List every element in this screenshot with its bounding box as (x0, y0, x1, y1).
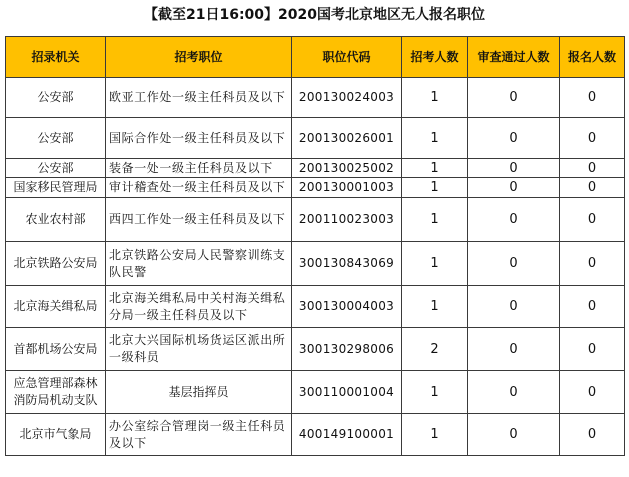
cell-approved: 0 (468, 78, 560, 118)
cell-recruit: 1 (402, 118, 468, 159)
cell-applied: 0 (560, 242, 625, 286)
cell-recruit: 1 (402, 242, 468, 286)
cell-agency: 北京海关缉私局 (6, 286, 106, 328)
cell-code: 300130298006 (292, 328, 402, 371)
cell-position: 北京铁路公安局人民警察训练支队民警 (106, 242, 292, 286)
table-row (6, 159, 625, 178)
cell-agency: 公安部 (6, 118, 106, 159)
cell-code: 200130024003 (292, 78, 402, 118)
cell-code: 300130843069 (292, 242, 402, 286)
table-row (6, 286, 625, 328)
table-header-row (6, 37, 625, 78)
cell-approved: 0 (468, 371, 560, 414)
table-row (6, 178, 625, 198)
cell-agency: 首都机场公安局 (6, 328, 106, 371)
cell-position: 装备一处一级主任科员及以下 (106, 159, 292, 178)
table-row (6, 78, 625, 118)
header-position: 招考职位 (106, 37, 292, 78)
cell-recruit: 1 (402, 159, 468, 178)
cell-approved: 0 (468, 198, 560, 242)
cell-agency: 应急管理部森林消防局机动支队 (6, 371, 106, 414)
header-agency: 招录机关 (6, 37, 106, 78)
cell-code: 400149100001 (292, 414, 402, 456)
cell-position: 办公室综合管理岗一级主任科员及以下 (106, 414, 292, 456)
cell-applied: 0 (560, 198, 625, 242)
cell-recruit: 1 (402, 371, 468, 414)
cell-agency: 公安部 (6, 78, 106, 118)
cell-code: 200130025002 (292, 159, 402, 178)
page-title: 【截至21日16:00】2020国考北京地区无人报名职位 (143, 7, 485, 23)
header-code: 职位代码 (292, 37, 402, 78)
cell-position: 审计稽查处一级主任科员及以下 (106, 178, 292, 198)
cell-approved: 0 (468, 286, 560, 328)
cell-recruit: 1 (402, 286, 468, 328)
cell-applied: 0 (560, 78, 625, 118)
cell-applied: 0 (560, 328, 625, 371)
cell-code: 200110023003 (292, 198, 402, 242)
table-row (6, 328, 625, 371)
table-row (6, 414, 625, 456)
header-recruit-count: 招考人数 (402, 37, 468, 78)
cell-approved: 0 (468, 178, 560, 198)
positions-table (5, 36, 625, 456)
table-row (6, 198, 625, 242)
cell-approved: 0 (468, 242, 560, 286)
cell-applied: 0 (560, 178, 625, 198)
cell-applied: 0 (560, 159, 625, 178)
cell-position: 国际合作处一级主任科员及以下 (106, 118, 292, 159)
cell-recruit: 1 (402, 78, 468, 118)
cell-agency: 北京铁路公安局 (6, 242, 106, 286)
cell-approved: 0 (468, 118, 560, 159)
cell-applied: 0 (560, 118, 625, 159)
cell-approved: 0 (468, 328, 560, 371)
cell-code: 200130001003 (292, 178, 402, 198)
cell-position: 欧亚工作处一级主任科员及以下 (106, 78, 292, 118)
header-approved-count: 审查通过人数 (468, 37, 560, 78)
cell-applied: 0 (560, 414, 625, 456)
cell-code: 300110001004 (292, 371, 402, 414)
cell-agency: 农业农村部 (6, 198, 106, 242)
table-row (6, 118, 625, 159)
cell-approved: 0 (468, 159, 560, 178)
cell-applied: 0 (560, 371, 625, 414)
cell-position: 北京大兴国际机场货运区派出所一级科员 (106, 328, 292, 371)
table-row (6, 371, 625, 414)
cell-agency: 国家移民管理局 (6, 178, 106, 198)
cell-agency: 公安部 (6, 159, 106, 178)
header-applied-count: 报名人数 (560, 37, 625, 78)
cell-position: 基层指挥员 (106, 371, 292, 414)
cell-recruit: 1 (402, 414, 468, 456)
cell-recruit: 1 (402, 198, 468, 242)
cell-recruit: 2 (402, 328, 468, 371)
cell-applied: 0 (560, 286, 625, 328)
cell-agency: 北京市气象局 (6, 414, 106, 456)
cell-position: 北京海关缉私局中关村海关缉私分局一级主任科员及以下 (106, 286, 292, 328)
cell-approved: 0 (468, 414, 560, 456)
table-row (6, 242, 625, 286)
cell-code: 200130026001 (292, 118, 402, 159)
cell-recruit: 1 (402, 178, 468, 198)
cell-position: 西四工作处一级主任科员及以下 (106, 198, 292, 242)
cell-code: 300130004003 (292, 286, 402, 328)
